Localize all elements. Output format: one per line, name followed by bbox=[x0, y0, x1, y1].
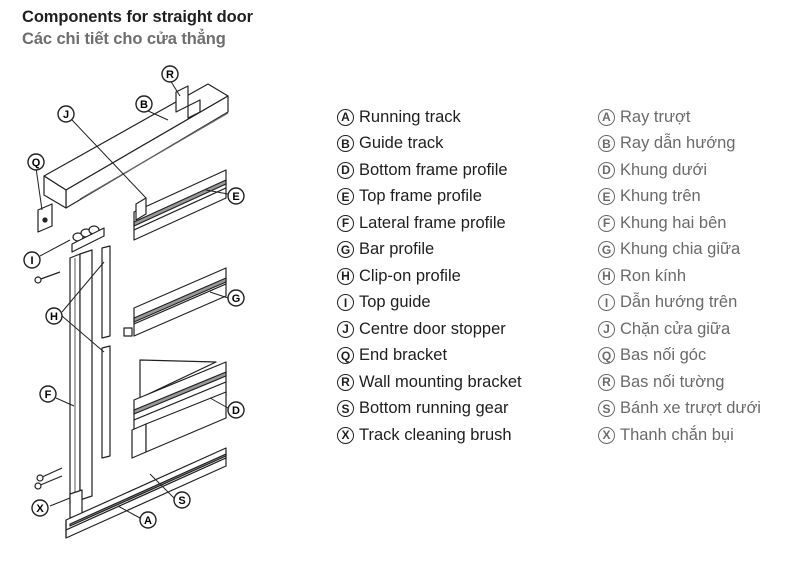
legend-english bbox=[337, 104, 522, 449]
legend-item bbox=[598, 343, 761, 370]
svg-text:D: D bbox=[232, 405, 240, 417]
legend-label: Chặn cửa giữa bbox=[620, 319, 731, 338]
legend-badge: B bbox=[598, 135, 615, 152]
legend-item bbox=[337, 104, 522, 131]
legend-badge: J bbox=[598, 321, 615, 338]
svg-text:I: I bbox=[30, 255, 34, 267]
legend-badge: E bbox=[337, 188, 354, 205]
legend-item bbox=[337, 343, 522, 370]
legend-label: Running track bbox=[359, 107, 461, 126]
legend-item bbox=[598, 396, 761, 423]
callout-e bbox=[228, 188, 244, 204]
legend-item bbox=[598, 290, 761, 317]
legend-item bbox=[598, 422, 761, 449]
svg-text:E: E bbox=[232, 191, 240, 203]
legend-item bbox=[598, 157, 761, 184]
legend-item bbox=[337, 369, 522, 396]
page-subtitle: Các chi tiết cho cửa thẳng bbox=[22, 30, 226, 48]
legend-label: Khung dưới bbox=[620, 160, 708, 179]
legend-badge: G bbox=[337, 241, 354, 258]
svg-text:G: G bbox=[231, 293, 241, 305]
page-title: Components for straight door bbox=[22, 8, 253, 26]
legend-badge: E bbox=[598, 188, 615, 205]
legend-badge: F bbox=[598, 215, 615, 232]
callout-x bbox=[32, 500, 48, 516]
legend-label: Guide track bbox=[359, 134, 444, 153]
legend-item bbox=[337, 290, 522, 317]
legend-item bbox=[337, 237, 522, 264]
lateral-frame-profile-part bbox=[70, 250, 92, 504]
callout-b bbox=[136, 96, 152, 112]
legend-badge: A bbox=[598, 109, 615, 126]
callout-d bbox=[228, 402, 244, 418]
legend-badge: A bbox=[337, 109, 354, 126]
legend-label: Khung chia giữa bbox=[620, 240, 741, 259]
legend-item bbox=[337, 396, 522, 423]
legend-item bbox=[598, 237, 761, 264]
callout-j bbox=[58, 106, 74, 122]
legend-item bbox=[337, 422, 522, 449]
legend-badge: Q bbox=[598, 347, 615, 364]
legend-item bbox=[337, 263, 522, 290]
legend-badge: J bbox=[337, 321, 354, 338]
legend-label: Top guide bbox=[359, 293, 431, 312]
legend-label: Clip-on profile bbox=[359, 266, 461, 285]
legend-label: Bas nối tường bbox=[620, 372, 725, 391]
legend-badge: S bbox=[598, 400, 615, 417]
top-frame-profile-part bbox=[134, 170, 226, 240]
svg-text:X: X bbox=[36, 503, 44, 515]
legend-label: Bottom frame profile bbox=[359, 160, 508, 179]
legend-item bbox=[598, 316, 761, 343]
legend-label: Top frame profile bbox=[359, 187, 482, 206]
legend-label: Thanh chắn bụi bbox=[620, 425, 734, 444]
legend-label: Track cleaning brush bbox=[359, 425, 512, 444]
legend-badge: D bbox=[337, 162, 354, 179]
legend-item bbox=[598, 104, 761, 131]
legend-label: Bas nối góc bbox=[620, 346, 707, 365]
legend-badge: H bbox=[337, 268, 354, 285]
legend-badge: S bbox=[337, 400, 354, 417]
legend-item bbox=[598, 131, 761, 158]
legend-badge: B bbox=[337, 135, 354, 152]
legend-badge: F bbox=[337, 215, 354, 232]
legend-item bbox=[337, 210, 522, 237]
legend-badge: G bbox=[598, 241, 615, 258]
legend-item bbox=[337, 157, 522, 184]
legend-item bbox=[337, 131, 522, 158]
legend-label: Centre door stopper bbox=[359, 319, 506, 338]
legend-item bbox=[337, 184, 522, 211]
svg-text:F: F bbox=[44, 389, 52, 401]
legend-vietnamese bbox=[598, 104, 761, 449]
legend-badge: I bbox=[598, 294, 615, 311]
legend-label: Bar profile bbox=[359, 240, 435, 259]
end-bracket-part bbox=[38, 204, 52, 232]
svg-text:J: J bbox=[62, 109, 70, 121]
legend-badge: X bbox=[337, 427, 354, 444]
svg-text:H: H bbox=[50, 311, 58, 323]
legend-badge: R bbox=[337, 374, 354, 391]
callout-s bbox=[174, 492, 190, 508]
legend-label: Bánh xe trượt dưới bbox=[620, 399, 761, 418]
svg-text:B: B bbox=[140, 99, 148, 111]
legend-item bbox=[598, 184, 761, 211]
legend-label: Ray dẫn hướng bbox=[620, 134, 736, 153]
legend-label: Khung trên bbox=[620, 187, 701, 206]
svg-text:S: S bbox=[178, 495, 186, 507]
callout-r bbox=[162, 66, 178, 82]
legend-badge: D bbox=[598, 162, 615, 179]
legend-item bbox=[598, 210, 761, 237]
bar-profile-part bbox=[134, 268, 226, 336]
clip-on-profile-part bbox=[102, 246, 110, 458]
callout-f bbox=[40, 386, 56, 402]
legend-item bbox=[598, 369, 761, 396]
top-guide-part bbox=[72, 226, 104, 252]
callout-h bbox=[46, 308, 62, 324]
legend-label: Bottom running gear bbox=[359, 399, 509, 418]
legend-badge: Q bbox=[337, 347, 354, 364]
legend-badge: R bbox=[598, 374, 615, 391]
svg-text:A: A bbox=[144, 515, 152, 527]
legend-badge: I bbox=[337, 294, 354, 311]
svg-text:R: R bbox=[166, 69, 174, 81]
callout-g bbox=[228, 290, 244, 306]
legend-item bbox=[598, 263, 761, 290]
legend-item bbox=[337, 316, 522, 343]
svg-text:Q: Q bbox=[31, 157, 41, 169]
legend-label: End bracket bbox=[359, 346, 448, 365]
legend-label: Lateral frame profile bbox=[359, 213, 506, 232]
legend-label: Dẫn hướng trên bbox=[620, 293, 738, 312]
legend-label: Ron kính bbox=[620, 266, 687, 285]
callout-q bbox=[28, 154, 44, 170]
legend-label: Wall mounting bracket bbox=[359, 372, 522, 391]
legend-badge: X bbox=[598, 427, 615, 444]
callout-i bbox=[24, 252, 40, 268]
legend-label: Khung hai bên bbox=[620, 213, 727, 232]
legend-badge: H bbox=[598, 268, 615, 285]
legend-label: Ray trượt bbox=[620, 107, 691, 126]
callout-a bbox=[140, 512, 156, 528]
